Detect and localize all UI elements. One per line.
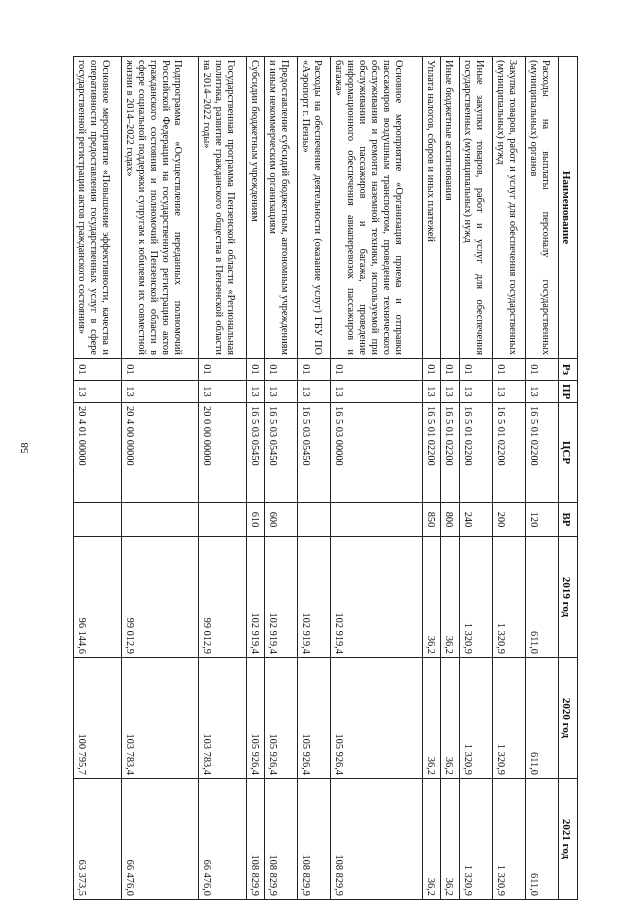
header-2021: 2021 год [559, 779, 578, 900]
row-name: Государственная программа Пензенской области «Региональная политика, развитие гражданского общества в Пензенской области на 2014–2022 годы» [199, 57, 247, 359]
row-rz: 01 [121, 359, 198, 381]
row-2019: 102 919,4 [246, 537, 264, 658]
row-2020: 103 783,4 [199, 658, 247, 779]
table-row [459, 57, 492, 900]
header-csr: ЦСР [559, 403, 578, 503]
row-2021: 108 829,9 [298, 779, 331, 900]
table-row [121, 57, 198, 900]
row-2021: 611,0 [525, 779, 558, 900]
row-csr: 20 0 00 00000 [199, 403, 247, 503]
row-2021: 108 829,9 [331, 779, 423, 900]
row-pr: 13 [441, 381, 459, 403]
row-rz: 01 [492, 359, 525, 381]
row-csr: 16 5 03 05450 [298, 403, 331, 503]
header-pr: ПР [559, 381, 578, 403]
row-rz: 01 [298, 359, 331, 381]
row-2019: 36,2 [441, 537, 459, 658]
row-csr: 16 5 03 05450 [246, 403, 264, 503]
row-2020: 105 926,4 [265, 658, 298, 779]
row-name: Основное мероприятие «Организация приема и отправки пассажиров воздушным транспортом, проведение технического обслуживания и ремонта наземной техники, используемой при обслуживании пассажиров и багажа, проведение информационного обеспечения авиаперевозок пассажиров и багажа» [331, 57, 423, 359]
row-2020: 105 926,4 [298, 658, 331, 779]
row-vr: 200 [492, 503, 525, 537]
row-2019: 1 320,9 [459, 537, 492, 658]
header-2019: 2019 год [559, 537, 578, 658]
table-row [199, 57, 247, 900]
budget-table [73, 56, 578, 900]
row-rz: 01 [459, 359, 492, 381]
row-2020: 611,0 [525, 658, 558, 779]
row-vr: 850 [423, 503, 441, 537]
page-number: 58 [19, 442, 31, 454]
row-2020: 105 926,4 [331, 658, 423, 779]
row-2020: 103 783,4 [121, 658, 198, 779]
table-header-row [559, 57, 578, 900]
row-csr: 20 4 00 00000 [121, 403, 198, 503]
row-csr: 16 5 03 00000 [331, 403, 423, 503]
row-2020: 36,2 [441, 658, 459, 779]
row-name: Закупка товаров, работ и услуг для обеспечения государственных (муниципальных) нужд [492, 57, 525, 359]
table-row [246, 57, 264, 900]
row-rz: 01 [199, 359, 247, 381]
row-2021: 36,2 [441, 779, 459, 900]
row-2019: 1 320,9 [492, 537, 525, 658]
row-2020: 100 795,7 [74, 658, 122, 779]
table-row [423, 57, 441, 900]
table-row [74, 57, 122, 900]
row-2019: 102 919,4 [331, 537, 423, 658]
row-vr [298, 503, 331, 537]
table-row [331, 57, 423, 900]
row-pr: 13 [423, 381, 441, 403]
table-row [525, 57, 558, 900]
row-2021: 108 829,9 [265, 779, 298, 900]
row-2020: 1 320,9 [459, 658, 492, 779]
row-pr: 13 [121, 381, 198, 403]
table-row [441, 57, 459, 900]
row-2020: 1 320,9 [492, 658, 525, 779]
row-2021: 66 476,0 [199, 779, 247, 900]
table-row [265, 57, 298, 900]
row-2019: 611,0 [525, 537, 558, 658]
row-name: Предоставление субсидий бюджетным, автономным учреждениям и иным некоммерческим организациям [265, 57, 298, 359]
row-2020: 105 926,4 [246, 658, 264, 779]
row-csr: 16 5 01 02200 [525, 403, 558, 503]
row-vr: 240 [459, 503, 492, 537]
table-row [492, 57, 525, 900]
row-2019: 102 919,4 [265, 537, 298, 658]
row-vr [199, 503, 247, 537]
row-vr: 610 [246, 503, 264, 537]
header-vr: ВР [559, 503, 578, 537]
row-pr: 13 [74, 381, 122, 403]
row-vr: 600 [265, 503, 298, 537]
row-rz: 01 [265, 359, 298, 381]
row-name: Расходы на обеспечение деятельности (оказание услуг) ГБУ ПО «Аэропорт г. Пензы» [298, 57, 331, 359]
row-pr: 13 [265, 381, 298, 403]
row-pr: 13 [298, 381, 331, 403]
row-2019: 99 012,9 [121, 537, 198, 658]
row-name: Уплата налогов, сборов и иных платежей [423, 57, 441, 359]
header-rz: Рз [559, 359, 578, 381]
row-2019: 36,2 [423, 537, 441, 658]
row-2020: 36,2 [423, 658, 441, 779]
row-csr: 16 5 01 02200 [423, 403, 441, 503]
row-name: Основное мероприятие «Повышение эффективности, качества и оперативности предоставления государственных услуг в сфере государственной регистрации актов гражданского состояния» [74, 57, 122, 359]
row-csr: 16 5 03 05450 [265, 403, 298, 503]
row-rz: 01 [423, 359, 441, 381]
row-pr: 13 [525, 381, 558, 403]
row-rz: 01 [525, 359, 558, 381]
row-2021: 108 829,9 [246, 779, 264, 900]
row-name: Расходы на выплаты персоналу государственных (муниципальных) органов [525, 57, 558, 359]
row-csr: 16 5 01 02200 [459, 403, 492, 503]
header-2020: 2020 год [559, 658, 578, 779]
row-name: Иные закупки товаров, работ и услуг для обеспечения государственных (муниципальных) нужд [459, 57, 492, 359]
row-vr [331, 503, 423, 537]
row-vr [121, 503, 198, 537]
row-2021: 66 476,0 [121, 779, 198, 900]
row-2021: 1 320,9 [459, 779, 492, 900]
row-name: Субсидии бюджетным учреждениям [246, 57, 264, 359]
row-vr [74, 503, 122, 537]
row-vr: 120 [525, 503, 558, 537]
row-2019: 99 012,9 [199, 537, 247, 658]
row-pr: 13 [246, 381, 264, 403]
row-csr: 16 5 01 02200 [441, 403, 459, 503]
rotated-page-content [73, 56, 578, 899]
row-rz: 01 [74, 359, 122, 381]
row-name: Подпрограмма «Осуществление переданных полномочий Российской Федерации на государственную регистрацию актов гражданского состояния и полномочий Пензенской области в сфере социальной поддержки супругам к юбилеям их совместной жизни в 2014–2022 годах» [121, 57, 198, 359]
row-name: Иные бюджетные ассигнования [441, 57, 459, 359]
row-2019: 102 919,4 [298, 537, 331, 658]
row-csr: 16 5 01 02200 [492, 403, 525, 503]
row-rz: 01 [246, 359, 264, 381]
row-pr: 13 [459, 381, 492, 403]
row-vr: 800 [441, 503, 459, 537]
row-csr: 20 4 01 00000 [74, 403, 122, 503]
row-2021: 63 373,5 [74, 779, 122, 900]
row-2021: 1 320,9 [492, 779, 525, 900]
row-pr: 13 [331, 381, 423, 403]
row-rz: 01 [331, 359, 423, 381]
row-2019: 96 144,6 [74, 537, 122, 658]
row-pr: 13 [492, 381, 525, 403]
table-row [298, 57, 331, 900]
row-pr: 13 [199, 381, 247, 403]
row-2021: 36,2 [423, 779, 441, 900]
header-name: Наименование [559, 57, 578, 359]
row-rz: 01 [441, 359, 459, 381]
